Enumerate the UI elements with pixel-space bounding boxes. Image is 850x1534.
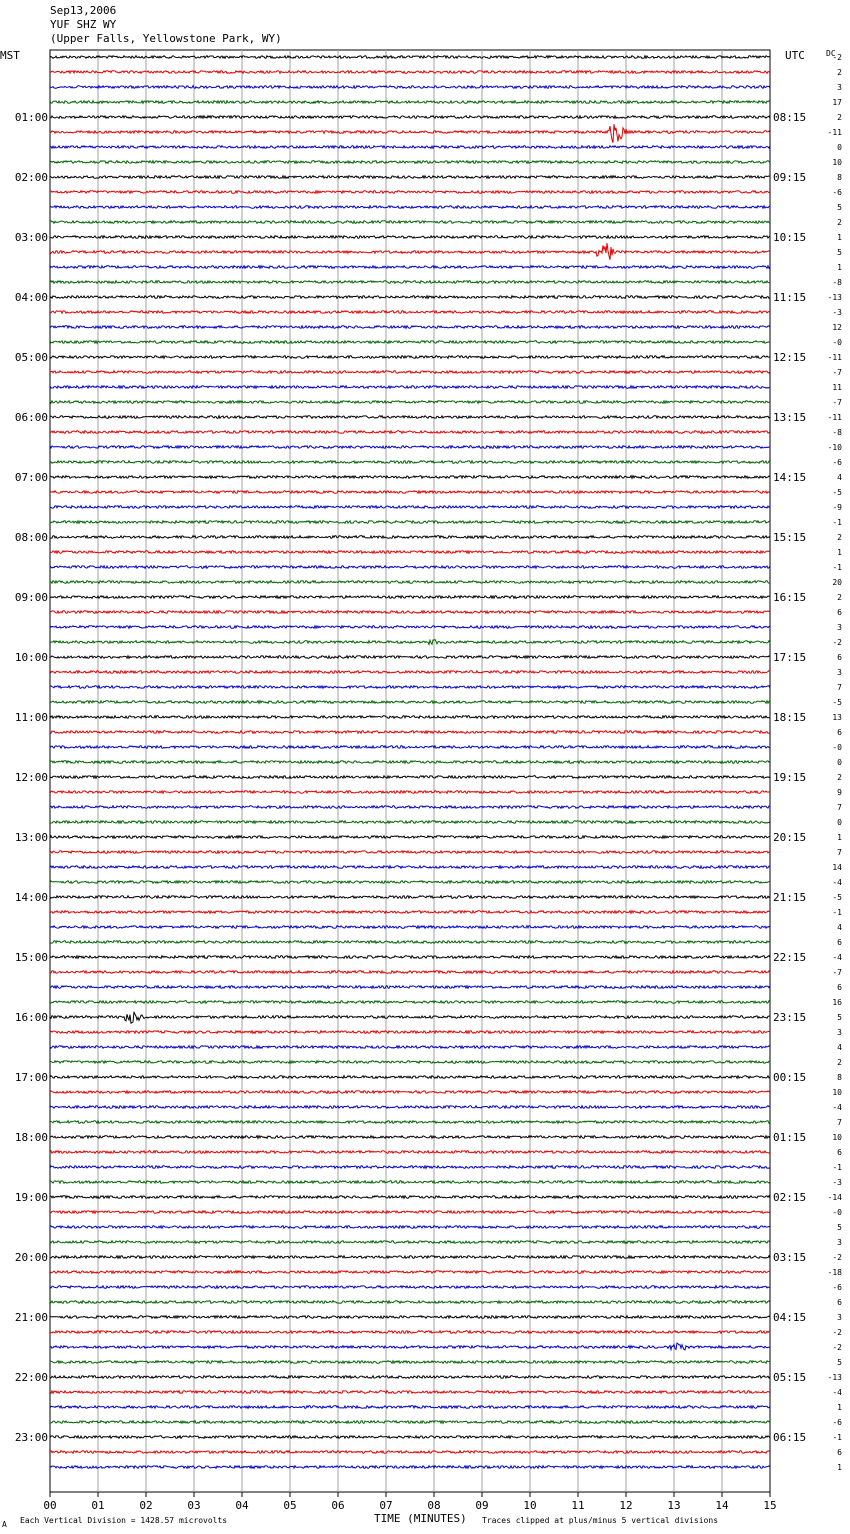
x-tick-label: 09 bbox=[475, 1499, 489, 1512]
dc-offset: 2 bbox=[837, 113, 842, 122]
mst-hour-label: 22:00 bbox=[14, 1371, 48, 1384]
dc-offset: -7 bbox=[832, 968, 842, 977]
trace-row bbox=[50, 1121, 770, 1124]
trace-row bbox=[50, 521, 770, 524]
utc-hour-label: 04:15 bbox=[773, 1311, 807, 1324]
mst-hour-label: 09:00 bbox=[14, 591, 48, 604]
utc-hour-label: 05:15 bbox=[773, 1371, 807, 1384]
utc-hour-label: 03:15 bbox=[773, 1251, 807, 1264]
x-tick-label: 14 bbox=[715, 1499, 729, 1512]
trace-row bbox=[50, 1241, 770, 1244]
trace-row bbox=[50, 926, 770, 929]
mst-hour-label: 06:00 bbox=[14, 411, 48, 424]
dc-offset: 7 bbox=[837, 1118, 842, 1127]
dc-offset: 5 bbox=[837, 203, 842, 212]
trace-row bbox=[50, 1076, 770, 1079]
x-tick-label: 03 bbox=[187, 1499, 201, 1512]
dc-offset: -4 bbox=[832, 878, 842, 887]
trace-row bbox=[50, 491, 770, 494]
trace-row bbox=[50, 671, 770, 674]
dc-offset: -5 bbox=[832, 488, 842, 497]
trace-row bbox=[50, 596, 770, 599]
dc-offset: 17 bbox=[832, 98, 842, 107]
dc-offset: -5 bbox=[832, 698, 842, 707]
trace-row bbox=[50, 806, 770, 809]
trace-row bbox=[50, 1361, 770, 1364]
dc-offset: -4 bbox=[832, 1388, 842, 1397]
dc-offset: 1 bbox=[837, 263, 842, 272]
dc-offset: 5 bbox=[837, 1358, 842, 1367]
dc-offset: 5 bbox=[837, 1013, 842, 1022]
mst-hour-label: 02:00 bbox=[14, 171, 48, 184]
trace-row bbox=[50, 581, 770, 584]
dc-offset: -0 bbox=[832, 338, 842, 347]
trace-row bbox=[50, 1406, 770, 1409]
trace-row bbox=[50, 536, 770, 539]
trace-row bbox=[50, 1271, 770, 1274]
dc-offset: 3 bbox=[837, 668, 842, 677]
dc-offset: 13 bbox=[832, 713, 842, 722]
trace-row bbox=[50, 640, 770, 645]
trace-row bbox=[50, 986, 770, 989]
mst-hour-label: 14:00 bbox=[14, 891, 48, 904]
scale-note: Each Vertical Division = 1428.57 microvolts bbox=[20, 1516, 228, 1525]
trace-row bbox=[50, 1061, 770, 1064]
dc-offset: -4 bbox=[832, 1103, 842, 1112]
trace-row bbox=[50, 341, 770, 344]
dc-offset: -7 bbox=[832, 368, 842, 377]
trace-row bbox=[50, 431, 770, 434]
dc-offset: -1 bbox=[832, 518, 842, 527]
dc-offset: 6 bbox=[837, 1148, 842, 1157]
trace-row bbox=[50, 791, 770, 794]
utc-hour-label: 18:15 bbox=[773, 711, 807, 724]
trace-row bbox=[50, 821, 770, 824]
dc-offset: -3 bbox=[832, 1178, 842, 1187]
trace-row bbox=[50, 1196, 770, 1199]
trace-row bbox=[50, 506, 770, 509]
mst-label: MST bbox=[0, 49, 20, 62]
mst-hour-label: 07:00 bbox=[14, 471, 48, 484]
trace-row bbox=[50, 176, 770, 179]
utc-hour-label: 14:15 bbox=[773, 471, 807, 484]
mst-hour-label: 03:00 bbox=[14, 231, 48, 244]
dc-offset: -2 bbox=[832, 1328, 842, 1337]
utc-hour-label: 10:15 bbox=[773, 231, 807, 244]
dc-offset: 1 bbox=[837, 548, 842, 557]
utc-hour-label: 06:15 bbox=[773, 1431, 807, 1444]
trace-row bbox=[50, 1466, 770, 1469]
utc-hour-label: 22:15 bbox=[773, 951, 807, 964]
utc-hour-label: 17:15 bbox=[773, 651, 807, 664]
mst-hour-label: 05:00 bbox=[14, 351, 48, 364]
dc-offset: -11 bbox=[827, 353, 842, 362]
trace-row bbox=[50, 941, 770, 944]
utc-hour-label: 11:15 bbox=[773, 291, 807, 304]
trace-row bbox=[50, 836, 770, 839]
trace-row bbox=[50, 236, 770, 239]
mst-hour-label: 16:00 bbox=[14, 1011, 48, 1024]
seismic-traces bbox=[50, 56, 770, 1469]
mst-hour-label: 08:00 bbox=[14, 531, 48, 544]
trace-row bbox=[50, 476, 770, 479]
dc-offset: 6 bbox=[837, 728, 842, 737]
dc-offset: 10 bbox=[832, 1088, 842, 1097]
trace-row bbox=[50, 701, 770, 704]
trace-row bbox=[50, 956, 770, 959]
x-tick-label: 11 bbox=[571, 1499, 585, 1512]
dc-offset: 1 bbox=[837, 233, 842, 242]
mst-hour-label: 19:00 bbox=[14, 1191, 48, 1204]
trace-row bbox=[50, 71, 770, 74]
x-tick-label: 15 bbox=[763, 1499, 777, 1512]
dc-offset: -0 bbox=[832, 743, 842, 752]
utc-hour-label: 21:15 bbox=[773, 891, 807, 904]
dc-offset: 4 bbox=[837, 923, 842, 932]
trace-row bbox=[50, 656, 770, 659]
utc-hour-label: 08:15 bbox=[773, 111, 807, 124]
trace-row bbox=[50, 1046, 770, 1049]
trace-row bbox=[50, 266, 770, 269]
dc-offset: -14 bbox=[827, 1193, 842, 1202]
trace-row bbox=[50, 611, 770, 614]
dc-offset: 10 bbox=[832, 1133, 842, 1142]
trace-row bbox=[50, 401, 770, 404]
utc-hour-label: 12:15 bbox=[773, 351, 807, 364]
x-tick-label: 07 bbox=[379, 1499, 393, 1512]
trace-row bbox=[50, 1136, 770, 1139]
dc-offset: 2 bbox=[837, 773, 842, 782]
trace-row bbox=[50, 1451, 770, 1454]
trace-row bbox=[50, 1012, 770, 1023]
trace-row bbox=[50, 161, 770, 164]
x-tick-label: 08 bbox=[427, 1499, 441, 1512]
trace-row bbox=[50, 56, 770, 59]
dc-offset: 3 bbox=[837, 1238, 842, 1247]
trace-row bbox=[50, 446, 770, 449]
mst-hour-label: 01:00 bbox=[14, 111, 48, 124]
dc-offset: 2 bbox=[837, 1058, 842, 1067]
x-tick-label: 04 bbox=[235, 1499, 249, 1512]
trace-row bbox=[50, 146, 770, 149]
trace-row bbox=[50, 461, 770, 464]
dc-offset: -1 bbox=[832, 1163, 842, 1172]
trace-row bbox=[50, 881, 770, 884]
trace-row bbox=[50, 716, 770, 719]
dc-offset-labels bbox=[828, 53, 843, 1472]
trace-row bbox=[50, 371, 770, 374]
trace-row bbox=[50, 1316, 770, 1319]
dc-offset: 4 bbox=[837, 473, 842, 482]
x-tick-label: 06 bbox=[331, 1499, 345, 1512]
utc-hour-labels bbox=[773, 111, 806, 1444]
trace-row bbox=[50, 911, 770, 914]
x-tick-label: 00 bbox=[43, 1499, 57, 1512]
station-code: YUF SHZ WY bbox=[50, 18, 117, 31]
dc-offset: -0 bbox=[832, 1208, 842, 1217]
trace-row bbox=[50, 1211, 770, 1214]
utc-hour-label: 00:15 bbox=[773, 1071, 807, 1084]
trace-row bbox=[50, 101, 770, 104]
dc-offset: 1 bbox=[837, 833, 842, 842]
dc-offset: 6 bbox=[837, 1298, 842, 1307]
mst-hour-label: 18:00 bbox=[14, 1131, 48, 1144]
trace-row bbox=[50, 296, 770, 299]
trace-row bbox=[50, 1391, 770, 1394]
trace-row bbox=[50, 1256, 770, 1259]
trace-row bbox=[50, 1421, 770, 1424]
dc-offset: -9 bbox=[832, 503, 842, 512]
trace-row bbox=[50, 86, 770, 89]
dc-offset: 8 bbox=[837, 173, 842, 182]
utc-hour-label: 02:15 bbox=[773, 1191, 807, 1204]
trace-row bbox=[50, 566, 770, 569]
x-tick-label: 10 bbox=[523, 1499, 537, 1512]
trace-row bbox=[50, 731, 770, 734]
trace-row bbox=[50, 866, 770, 869]
dc-offset: 6 bbox=[837, 938, 842, 947]
trace-row bbox=[50, 326, 770, 329]
trace-row bbox=[50, 221, 770, 224]
mst-hour-label: 17:00 bbox=[14, 1071, 48, 1084]
utc-hour-label: 15:15 bbox=[773, 531, 807, 544]
dc-offset: -13 bbox=[827, 293, 842, 302]
dc-offset: 3 bbox=[837, 1313, 842, 1322]
dc-offset: 2 bbox=[837, 218, 842, 227]
dc-offset: -6 bbox=[832, 1283, 842, 1292]
dc-offset: 0 bbox=[837, 758, 842, 767]
trace-row bbox=[50, 191, 770, 194]
dc-offset: 2 bbox=[837, 68, 842, 77]
dc-offset: 4 bbox=[837, 1043, 842, 1052]
dc-offset: -13 bbox=[827, 1373, 842, 1382]
dc-offset: -8 bbox=[832, 278, 842, 287]
trace-row bbox=[50, 206, 770, 209]
dc-offset: 16 bbox=[832, 998, 842, 1007]
utc-label: UTC bbox=[785, 49, 805, 62]
dc-offset: 0 bbox=[837, 143, 842, 152]
x-tick-label: 01 bbox=[91, 1499, 105, 1512]
trace-row bbox=[50, 746, 770, 749]
x-tick-label: 13 bbox=[667, 1499, 681, 1512]
dc-offset: 6 bbox=[837, 1448, 842, 1457]
dc-offset: -2 bbox=[832, 638, 842, 647]
trace-row bbox=[50, 1091, 770, 1094]
dc-offset: -2 bbox=[832, 1253, 842, 1262]
trace-row bbox=[50, 1031, 770, 1034]
dc-offset: 12 bbox=[832, 323, 842, 332]
x-axis-title: TIME (MINUTES) bbox=[374, 1512, 467, 1525]
dc-offset: 8 bbox=[837, 1073, 842, 1082]
dc-offset: -11 bbox=[827, 413, 842, 422]
trace-row bbox=[50, 1151, 770, 1154]
dc-offset: -6 bbox=[832, 458, 842, 467]
utc-hour-label: 16:15 bbox=[773, 591, 807, 604]
dc-offset: -1 bbox=[832, 908, 842, 917]
dc-offset: -18 bbox=[827, 1268, 842, 1277]
x-tick-label: 02 bbox=[139, 1499, 153, 1512]
dc-offset: 14 bbox=[832, 863, 842, 872]
dc-offset: 9 bbox=[837, 788, 842, 797]
trace-row bbox=[50, 1106, 770, 1109]
dc-offset: -8 bbox=[832, 428, 842, 437]
dc-offset: 20 bbox=[832, 578, 842, 587]
trace-row bbox=[50, 1301, 770, 1304]
dc-offset: -5 bbox=[832, 893, 842, 902]
footer-mark: A bbox=[2, 1520, 7, 1529]
trace-row bbox=[50, 356, 770, 359]
clip-note: Traces clipped at plus/minus 5 vertical divisions bbox=[482, 1516, 719, 1525]
dc-offset: 5 bbox=[837, 248, 842, 257]
mst-hour-label: 20:00 bbox=[14, 1251, 48, 1264]
dc-offset: -7 bbox=[832, 398, 842, 407]
x-tick-label: 05 bbox=[283, 1499, 297, 1512]
dc-offset: 3 bbox=[837, 83, 842, 92]
mst-hour-label: 13:00 bbox=[14, 831, 48, 844]
mst-hour-label: 21:00 bbox=[14, 1311, 48, 1324]
dc-offset: 10 bbox=[832, 158, 842, 167]
trace-row bbox=[50, 626, 770, 629]
mst-hour-label: 23:00 bbox=[14, 1431, 48, 1444]
dc-offset: -11 bbox=[827, 128, 842, 137]
dc-offset: -4 bbox=[832, 953, 842, 962]
dc-offset: 6 bbox=[837, 653, 842, 662]
dc-offset: -2 bbox=[832, 1343, 842, 1352]
trace-row bbox=[50, 896, 770, 899]
dc-offset: 0 bbox=[837, 818, 842, 827]
utc-hour-label: 09:15 bbox=[773, 171, 807, 184]
trace-row bbox=[50, 281, 770, 284]
mst-hour-label: 11:00 bbox=[14, 711, 48, 724]
dc-offset: 7 bbox=[837, 683, 842, 692]
trace-row bbox=[50, 416, 770, 419]
trace-row bbox=[50, 1436, 770, 1439]
station-location: (Upper Falls, Yellowstone Park, WY) bbox=[50, 32, 282, 45]
trace-row bbox=[50, 851, 770, 854]
dc-offset: 5 bbox=[837, 1223, 842, 1232]
dc-offset: -3 bbox=[832, 308, 842, 317]
trace-row bbox=[50, 1181, 770, 1184]
dc-offset: -6 bbox=[832, 188, 842, 197]
utc-hour-label: 20:15 bbox=[773, 831, 807, 844]
mst-hour-labels bbox=[15, 111, 48, 1444]
dc-label: DC bbox=[826, 49, 836, 58]
trace-row bbox=[50, 1331, 770, 1334]
trace-row bbox=[50, 1166, 770, 1169]
dc-offset: -6 bbox=[832, 1418, 842, 1427]
dc-offset: 6 bbox=[837, 608, 842, 617]
trace-row bbox=[50, 1376, 770, 1379]
dc-offset: 6 bbox=[837, 983, 842, 992]
dc-offset: 11 bbox=[832, 383, 842, 392]
x-tick-label: 12 bbox=[619, 1499, 633, 1512]
trace-row bbox=[50, 124, 770, 143]
dc-offset: 3 bbox=[837, 623, 842, 632]
dc-offset: -1 bbox=[832, 563, 842, 572]
trace-row bbox=[50, 761, 770, 764]
mst-hour-label: 15:00 bbox=[14, 951, 48, 964]
x-axis bbox=[43, 1492, 776, 1512]
dc-offset: 1 bbox=[837, 1403, 842, 1412]
utc-hour-label: 13:15 bbox=[773, 411, 807, 424]
plot-date: Sep13,2006 bbox=[50, 4, 117, 17]
trace-row bbox=[50, 551, 770, 554]
dc-offset: 2 bbox=[837, 533, 842, 542]
trace-row bbox=[50, 971, 770, 974]
trace-row bbox=[50, 1286, 770, 1289]
utc-hour-label: 01:15 bbox=[773, 1131, 807, 1144]
utc-hour-label: 23:15 bbox=[773, 1011, 807, 1024]
dc-offset: -10 bbox=[827, 443, 842, 452]
trace-row bbox=[50, 776, 770, 779]
dc-offset: -1 bbox=[832, 1433, 842, 1442]
utc-hour-label: 19:15 bbox=[773, 771, 807, 784]
dc-offset: 7 bbox=[837, 803, 842, 812]
dc-offset: 3 bbox=[837, 1028, 842, 1037]
mst-hour-label: 04:00 bbox=[14, 291, 48, 304]
trace-row bbox=[50, 386, 770, 389]
trace-row bbox=[50, 116, 770, 119]
trace-row bbox=[50, 243, 770, 260]
dc-offset: 7 bbox=[837, 848, 842, 857]
dc-offset: 2 bbox=[837, 593, 842, 602]
trace-row bbox=[50, 1001, 770, 1004]
trace-row bbox=[50, 1226, 770, 1229]
trace-row bbox=[50, 311, 770, 314]
dc-offset: 1 bbox=[837, 1463, 842, 1472]
trace-row bbox=[50, 1343, 770, 1350]
mst-hour-label: 10:00 bbox=[14, 651, 48, 664]
dc-offset: -2 bbox=[832, 53, 842, 62]
mst-hour-label: 12:00 bbox=[14, 771, 48, 784]
trace-row bbox=[50, 686, 770, 689]
